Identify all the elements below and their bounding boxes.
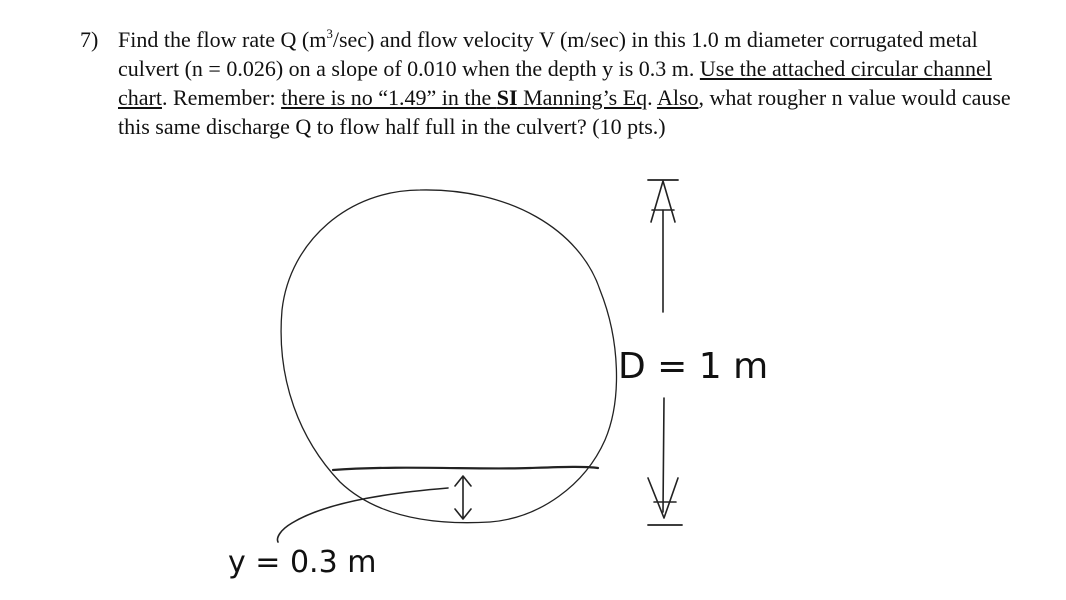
manning-note-c: Manning’s Eq — [517, 85, 648, 110]
manning-note-si: SI — [496, 85, 518, 110]
manning-note-a: there is no “1.49” in the — [281, 85, 497, 110]
problem-number: 7) — [80, 27, 99, 52]
water-surface-line — [333, 467, 598, 470]
depth-label: y = 0.3 m — [228, 545, 377, 580]
diameter-label: D = 1 m — [618, 346, 769, 387]
text-part-5: , what rougher n value would cause this same discharge Q to flow half full in the culvert? (10 pts.) — [118, 85, 1011, 139]
text-part-2: /sec) and flow velocity V (m/sec) in this 1.0 m diameter corrugated metal culvert (n = 0.026) on a slope of 0.010 when the depth y is 0.3 m. — [118, 27, 978, 81]
also-word: Also — [656, 85, 699, 110]
text-part-1: Find the flow rate Q (m — [118, 27, 327, 52]
text-part-3: . Remember: — [161, 85, 282, 110]
depth-arrow — [455, 476, 471, 519]
chart-instruction: Use the attached circular channel chart — [118, 56, 992, 110]
diameter-lower-line — [663, 398, 664, 512]
text-part-4: . — [647, 85, 657, 110]
culvert-circle — [281, 190, 616, 523]
cube-superscript: 3 — [326, 25, 333, 41]
depth-leader-line — [278, 488, 448, 542]
